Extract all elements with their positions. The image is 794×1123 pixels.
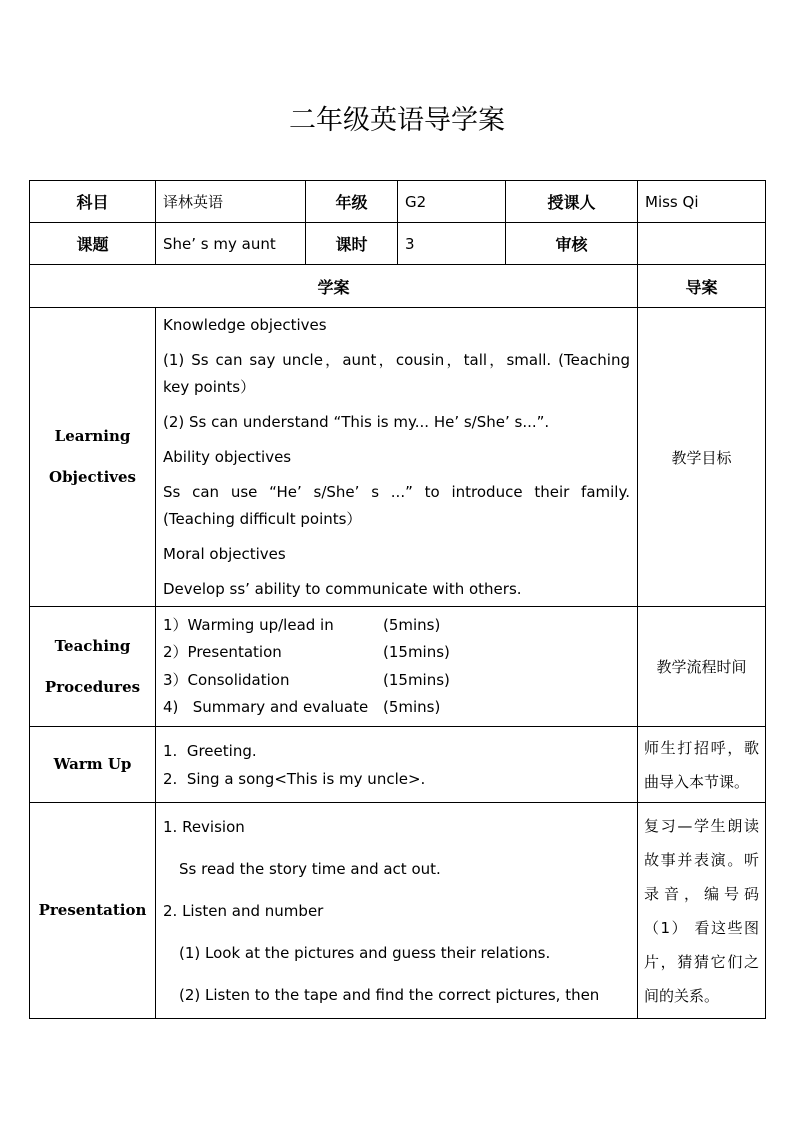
moral-objective-1: Develop ss’ ability to communicate with others. [163, 579, 522, 598]
procedure-step-1: 1）Warming up/lead in (5mins) [163, 615, 441, 634]
procedure-step-4: 4) Summary and evaluate (5mins) [163, 698, 441, 716]
ability-objectives-heading: Ability objectives [163, 447, 292, 466]
learning-objectives-row [30, 308, 766, 607]
info-row-1 [30, 181, 766, 223]
presentation-content [156, 803, 638, 1019]
teaching-procedures-label-line2: Procedures [44, 677, 141, 696]
learning-objectives-content [156, 308, 638, 607]
info-row-2 [30, 223, 766, 265]
study-plan-header: 学案 [30, 265, 638, 308]
subject-value: 译林英语 [156, 181, 306, 223]
teaching-procedures-label [30, 607, 156, 727]
review-label: 审核 [506, 223, 638, 265]
knowledge-objective-1: (1) Ss can say uncle，aunt，cousin，tall，small. (Teaching key points） [163, 350, 630, 396]
presentation-line-4: (1) Look at the pictures and guess their relations. [179, 943, 551, 962]
presentation-guide: 复习—学生朗读故事并表演。听录音，编号码（1） 看这些图片，猜猜它们之间的关系。 [638, 803, 766, 1019]
procedure-step-3: 3）Consolidation (15mins) [163, 670, 450, 689]
learning-objectives-label-line2: Objectives [49, 468, 136, 486]
period-value: 3 [398, 223, 506, 265]
subject-label: 科目 [30, 181, 156, 223]
moral-objectives-heading: Moral objectives [163, 544, 286, 563]
warm-up-content [156, 727, 638, 803]
knowledge-objective-2: (2) Ss can understand “This is my... He’ s/She’ s...”. [163, 412, 550, 431]
warm-up-label: Warm Up [30, 727, 156, 803]
presentation-line-3: 2. Listen and number [163, 901, 324, 920]
warm-up-row [30, 727, 766, 803]
section-header-row [30, 265, 766, 308]
topic-label: 课题 [30, 223, 156, 265]
period-label: 课时 [306, 223, 398, 265]
presentation-line-5: (2) Listen to the tape and find the correct pictures, then [179, 985, 600, 1004]
teaching-procedures-guide: 教学流程时间 [638, 607, 766, 727]
learning-objectives-guide: 教学目标 [638, 308, 766, 607]
presentation-line-2: Ss read the story time and act out. [179, 859, 441, 878]
document-title: 二年级英语导学案 [289, 105, 505, 136]
learning-objectives-label-line1: Learning [54, 427, 131, 445]
teaching-procedures-row [30, 607, 766, 727]
guide-plan-header: 导案 [638, 265, 766, 308]
presentation-row [30, 803, 766, 1019]
teacher-value: Miss Qi [638, 181, 766, 223]
lesson-plan-table [29, 180, 766, 1019]
teaching-procedures-content [156, 607, 638, 727]
warm-up-item-2: 2. Sing a song<This is my uncle>. [163, 769, 426, 788]
warm-up-item-1: 1. Greeting. [163, 741, 257, 760]
grade-label: 年级 [306, 181, 398, 223]
topic-value: She’ s my aunt [156, 223, 306, 265]
teaching-procedures-label-line1: Teaching [54, 636, 131, 655]
procedure-step-2: 2）Presentation (15mins) [163, 643, 450, 661]
warm-up-guide: 师生打招呼，歌曲导入本节课。 [638, 727, 766, 803]
ability-objective-1: Ss can use “He’ s/She’ s ...” to introduce their family. (Teaching difficult points） [163, 482, 630, 528]
learning-objectives-label [30, 308, 156, 607]
presentation-line-1: 1. Revision [163, 817, 245, 836]
review-value [638, 223, 766, 265]
teacher-label: 授课人 [506, 181, 638, 223]
presentation-label: Presentation [30, 803, 156, 1019]
knowledge-objectives-heading: Knowledge objectives [163, 315, 327, 334]
grade-value: G2 [398, 181, 506, 223]
